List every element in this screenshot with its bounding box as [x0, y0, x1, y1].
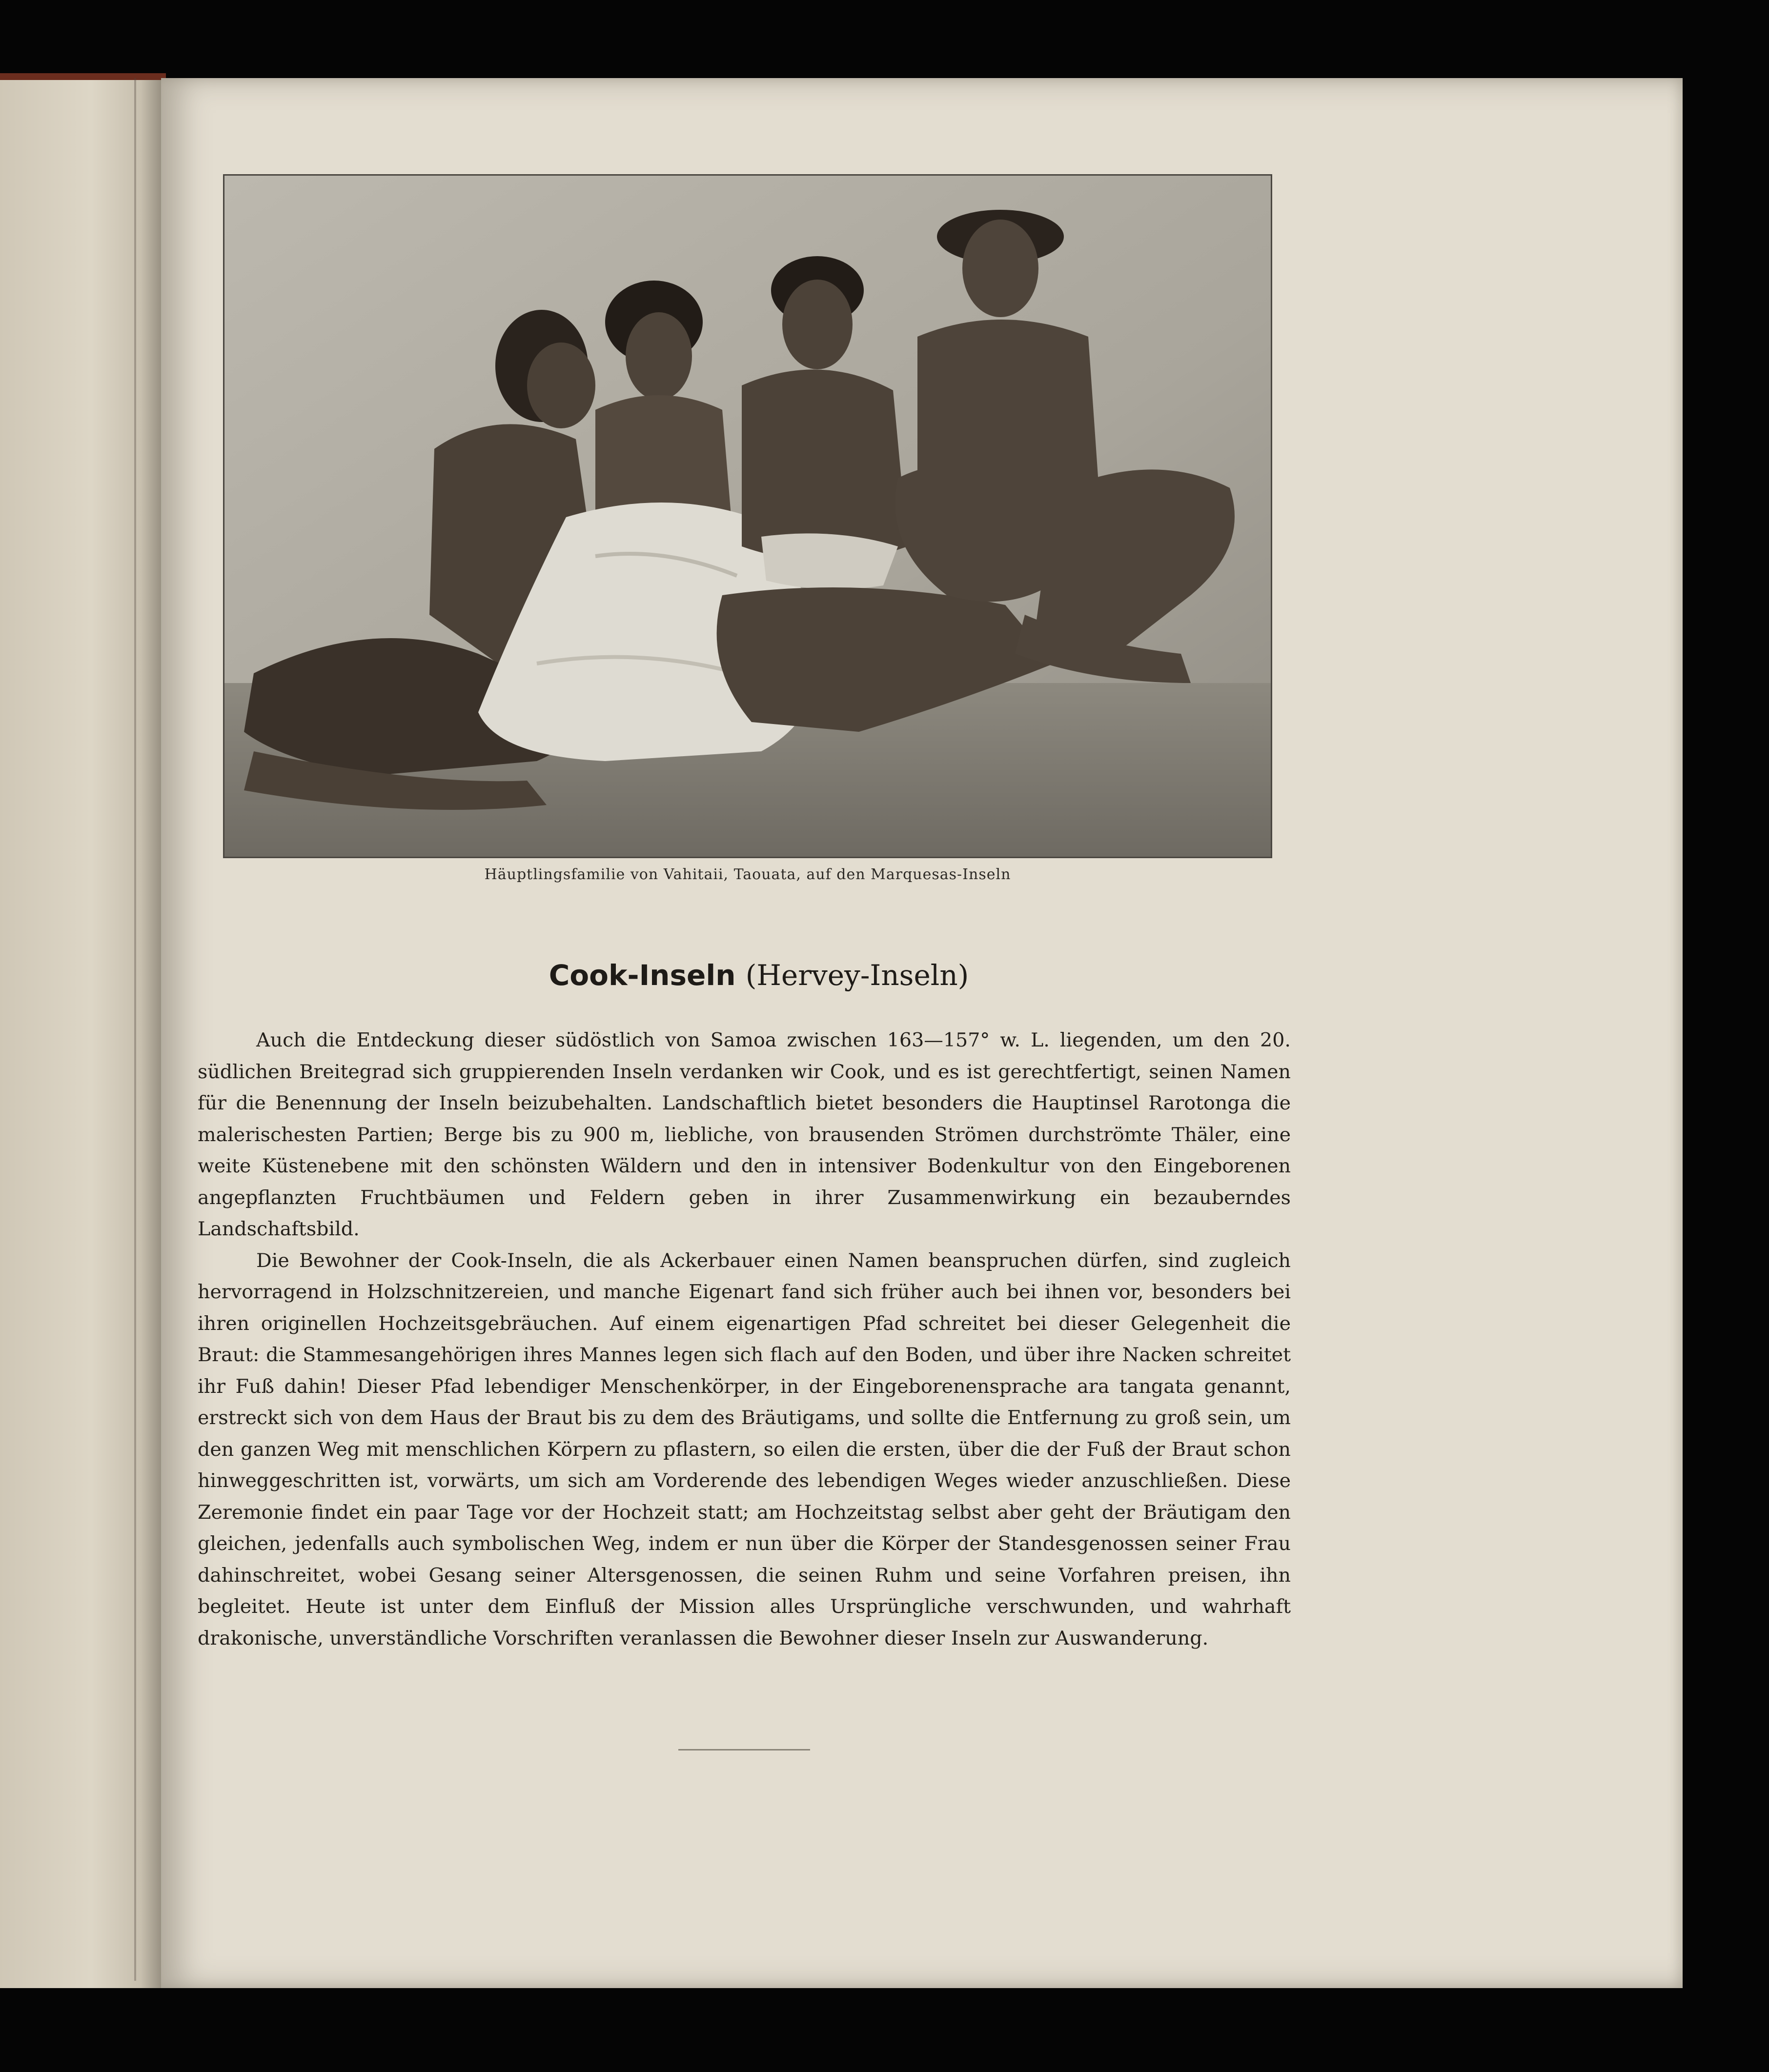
article-title — [161, 959, 1357, 992]
family-photograph — [224, 176, 1271, 857]
section-divider — [678, 1749, 810, 1750]
previous-page-edge — [0, 73, 166, 1988]
title-subtitle: (Hervey-Inseln) — [745, 959, 969, 992]
article-body — [198, 1025, 1291, 1654]
photo-figure — [223, 174, 1272, 858]
paragraph: Die Bewohner der Cook-Inseln, die als Ackerbauer einen Namen beanspruchen dürfen, sind zugleich hervorragend in Holzschnitzereien, und manche Eigenart fand sich früher auch bei ihnen vor, besonders bei ihren originellen Hochzeitsgebräuchen. Auf einem eigenartigen Pfad schreitet bei dieser Gelegenheit die Braut: die Stammesangehörigen ihres Mannes legen sich flach auf den Boden, und über ihre Nacken schreitet ihr Fuß dahin! Dieser Pfad lebendiger Menschenkörper, in der Eingeborenensprache ara tangata genannt, erstreckt sich von dem Haus der Braut bis zu dem des Bräutigams, und sollte die Entfernung zu groß sein, um den ganzen Weg mit menschlichen Körpern zu pflastern, so eilen die ersten, über die der Fuß der Braut schon hinweggeschritten ist, vorwärts, um sich am Vorderende des lebendigen Weges wieder anzuschließen. Diese Zeremonie findet ein paar Tage vor der Hochzeit statt; am Hochzeitstag selbst aber geht der Bräutigam den gleichen, jedenfalls auch symbolischen Weg, indem er nun über die Körper der Standesgenossen seiner Frau dahinschreitet, wobei Gesang seiner Altersgenossen, die seinen Ruhm und seine Vorfahren preisen, ihn begleitet. Heute ist unter dem Einfluß der Mission alles Ursprüngliche verschwunden, und wahrhaft drakonische, unverständliche Vorschriften veranlassen die Bewohner dieser Inseln zur Auswanderung. — [198, 1249, 1291, 1650]
figure-caption: Häuptlingsfamilie von Vahitaii, Taouata, auf den Marquesas-Inseln — [484, 866, 1011, 883]
title-main: Cook-Inseln — [549, 959, 736, 992]
paragraph: Auch die Entdeckung dieser südöstlich von Samoa zwischen 163—157° w. L. liegenden, um den 20. südlichen Breitegrad sich gruppierenden Inseln verdanken wir Cook, und es ist gerechtfertigt, seinen Namen für die Benennung der Inseln beizubehalten. Landschaftlich bietet besonders die Hauptinsel Rarotonga die malerischesten Partien; Berge bis zu 900 m, liebliche, von brausenden Strömen durchströmte Thäler, eine weite Küstenebene mit den schönsten Wäldern und den in intensiver Bodenkultur von den Eingeborenen angepflanzten Fruchtbäumen und Feldern geben in ihrer Zusammenwirkung ein bezauberndes Landschaftsbild. — [198, 1029, 1291, 1240]
book-spine-shadow — [134, 78, 136, 1981]
